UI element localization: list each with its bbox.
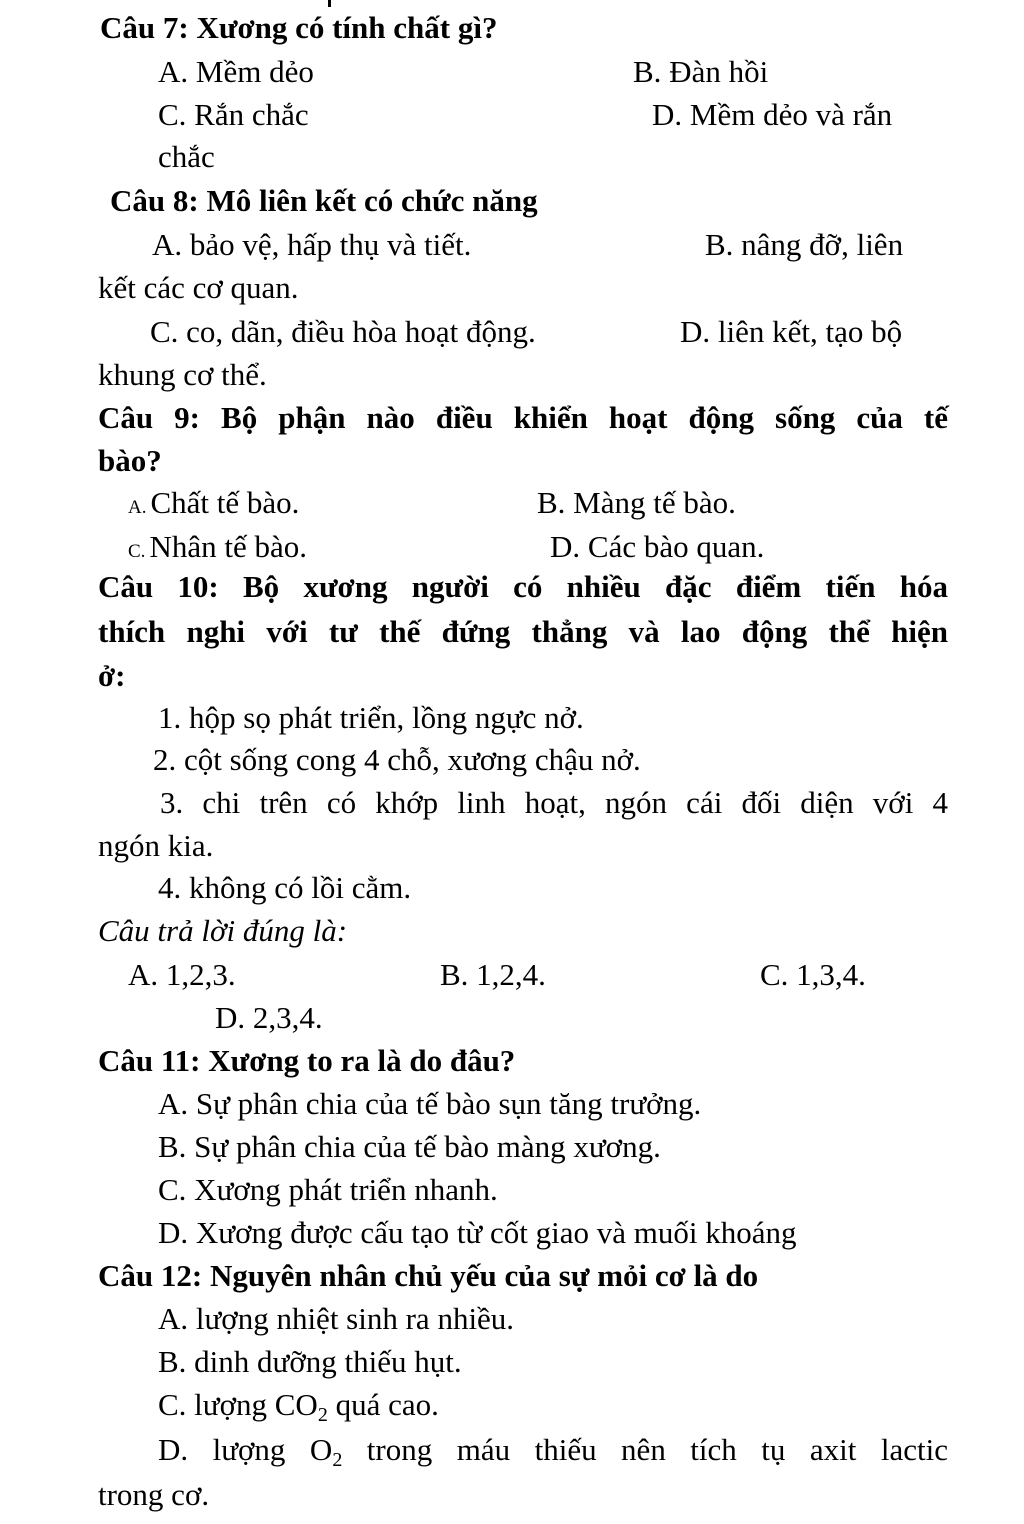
q8-option-d: D. liên kết, tạo bộ <box>680 314 903 349</box>
q7-option-b: B. Đàn hồi <box>633 54 769 89</box>
q11-title: Câu 11: Xương to ra là do đâu? <box>98 1043 516 1078</box>
q9-option-d: D. Các bào quan. <box>550 529 765 564</box>
q8-option-a: A. bảo vệ, hấp thụ và tiết. <box>152 227 472 262</box>
q10-item-2: 2. cột sống cong 4 chỗ, xương chậu nở. <box>153 742 641 777</box>
q9-option-c-letter: C. <box>128 541 146 562</box>
q9-title: Câu 9: Bộ phận nào điều khiển hoạt động sống của tế <box>98 400 948 435</box>
q12-option-d-cont: trong cơ. <box>98 1477 210 1512</box>
q10-option-c: C. 1,3,4. <box>760 957 866 992</box>
q9-option-c-text: Nhân tế bào. <box>149 529 307 564</box>
q12-option-c <box>158 1385 439 1425</box>
q11-option-b: B. Sự phân chia của tế bào màng xương. <box>158 1129 661 1164</box>
q7-title: Câu 7: Xương có tính chất gì? <box>100 10 498 45</box>
q7-option-d-cont: chắc <box>158 139 215 174</box>
q9-title-cont: bào? <box>98 443 162 478</box>
q12-option-c-pre: C. lượng CO <box>158 1387 318 1422</box>
q12-option-b: B. dinh dưỡng thiếu hụt. <box>158 1344 462 1379</box>
q10-title: Câu 10: Bộ xương người có nhiều đặc điểm tiến hóa <box>98 569 948 604</box>
q9-option-a-text: Chất tế bào. <box>150 485 300 520</box>
q10-option-d: D. 2,3,4. <box>215 1000 323 1035</box>
q9-option-a <box>128 483 299 528</box>
q7-option-d: D. Mềm dẻo và rắn <box>652 97 893 132</box>
q9-option-c <box>128 527 307 572</box>
q10-item-4: 4. không có lồi cằm. <box>158 870 412 905</box>
q11-option-c: C. Xương phát triển nhanh. <box>158 1172 498 1207</box>
q7-option-c: C. Rắn chắc <box>158 97 309 132</box>
q11-option-a: A. Sự phân chia của tế bào sụn tăng trưởng. <box>158 1086 702 1121</box>
q10-option-a: A. 1,2,3. <box>128 957 236 992</box>
q12-option-d-post: trong máu thiếu nên tích tụ axit lactic <box>342 1432 948 1467</box>
q8-title: Câu 8: Mô liên kết có chức năng <box>110 183 538 218</box>
q12-option-c-post: quá cao. <box>327 1387 439 1422</box>
q8-option-c: C. co, dãn, điều hòa hoạt động. <box>150 314 536 349</box>
q10-title-cont2: ở: <box>98 658 126 693</box>
top-mark <box>328 0 331 7</box>
q10-answer-prompt: Câu trả lời đúng là: <box>98 913 348 948</box>
q12-option-c-sub: 2 <box>317 1404 328 1426</box>
q9-option-a-letter: A. <box>128 497 147 518</box>
q9-option-b: B. Màng tế bào. <box>537 485 736 520</box>
q10-option-b: B. 1,2,4. <box>440 957 546 992</box>
q8-option-b-cont: kết các cơ quan. <box>98 270 299 305</box>
q10-item-3: 3. chi trên có khớp linh hoạt, ngón cái đối diện với 4 <box>160 785 948 820</box>
q8-option-b: B. nâng đỡ, liên <box>705 227 904 262</box>
q7-option-a: A. Mềm dẻo <box>158 54 314 89</box>
q12-option-d-sub: 2 <box>332 1449 343 1471</box>
q10-item-3-cont: ngón kia. <box>98 828 214 863</box>
q12-title: Câu 12: Nguyên nhân chủ yếu của sự mỏi cơ là do <box>98 1258 759 1293</box>
q12-option-a: A. lượng nhiệt sinh ra nhiều. <box>158 1301 515 1336</box>
q12-option-d <box>158 1430 948 1470</box>
q10-item-1: 1. hộp sọ phát triển, lồng ngực nở. <box>158 700 584 735</box>
q10-title-cont: thích nghi với tư thế đứng thẳng và lao động thể hiện <box>98 614 948 649</box>
q8-option-d-cont: khung cơ thể. <box>98 357 267 392</box>
q11-option-d: D. Xương được cấu tạo từ cốt giao và muối khoáng <box>158 1215 797 1250</box>
q12-option-d-pre: D. lượng O <box>158 1432 333 1467</box>
